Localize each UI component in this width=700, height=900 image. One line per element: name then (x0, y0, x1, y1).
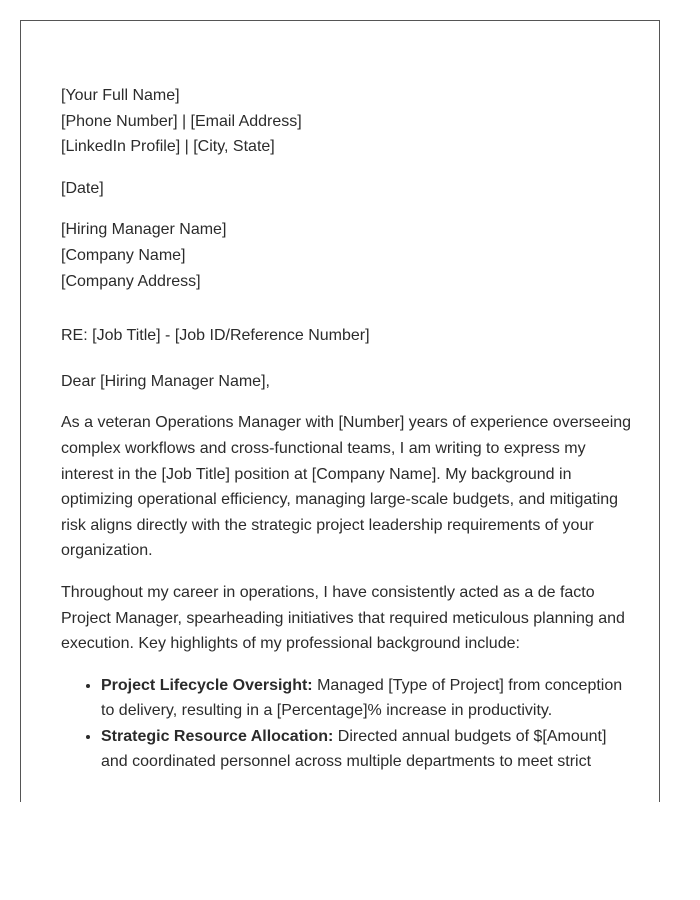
sender-profile-location: [LinkedIn Profile] | [City, State] (61, 138, 275, 156)
recipient-name: [Hiring Manager Name] (61, 221, 227, 239)
list-item (101, 673, 633, 724)
sender-block (61, 83, 633, 160)
highlights-list (61, 673, 633, 775)
sender-contact: [Phone Number] | [Email Address] (61, 112, 302, 130)
sender-name: [Your Full Name] (61, 87, 180, 104)
date-block (61, 176, 633, 202)
list-item (101, 724, 633, 775)
letter-content (61, 83, 633, 775)
letter-date: [Date] (61, 179, 104, 197)
letter-page (20, 20, 660, 802)
recipient-company: [Company Name] (61, 246, 186, 264)
highlight-label: Project Lifecycle Oversight: (101, 676, 313, 694)
highlight-text: Directed annual budgets of $[Amount] and coordinated personnel across multiple departments to meet strict (101, 727, 607, 771)
highlight-text: Managed [Type of Project] from conception to delivery, resulting in a [Percentage]% increase in productivity. (101, 676, 623, 720)
recipient-block (61, 217, 633, 294)
subject-line: RE: [Job Title] - [Job ID/Reference Number] (61, 327, 370, 345)
body-paragraph: As a veteran Operations Manager with [Number] years of experience overseeing complex workflows and cross-functional teams, I am writing to express my interest in the [Job Title] position at [Company Name]. My background in optimizing operational efficiency, managing large-scale budgets, and mitigating risk aligns directly with the strategic project leadership requirements of your organization. (61, 414, 632, 560)
recipient-address: [Company Address] (61, 272, 201, 290)
highlight-label: Strategic Resource Allocation: (101, 727, 334, 745)
salutation: Dear [Hiring Manager Name], (61, 372, 270, 390)
body-paragraph: Throughout my career in operations, I have consistently acted as a de facto Project Manager, spearheading initiatives that required meticulous planning and execution. Key highlights of my professional background include: (61, 583, 625, 653)
